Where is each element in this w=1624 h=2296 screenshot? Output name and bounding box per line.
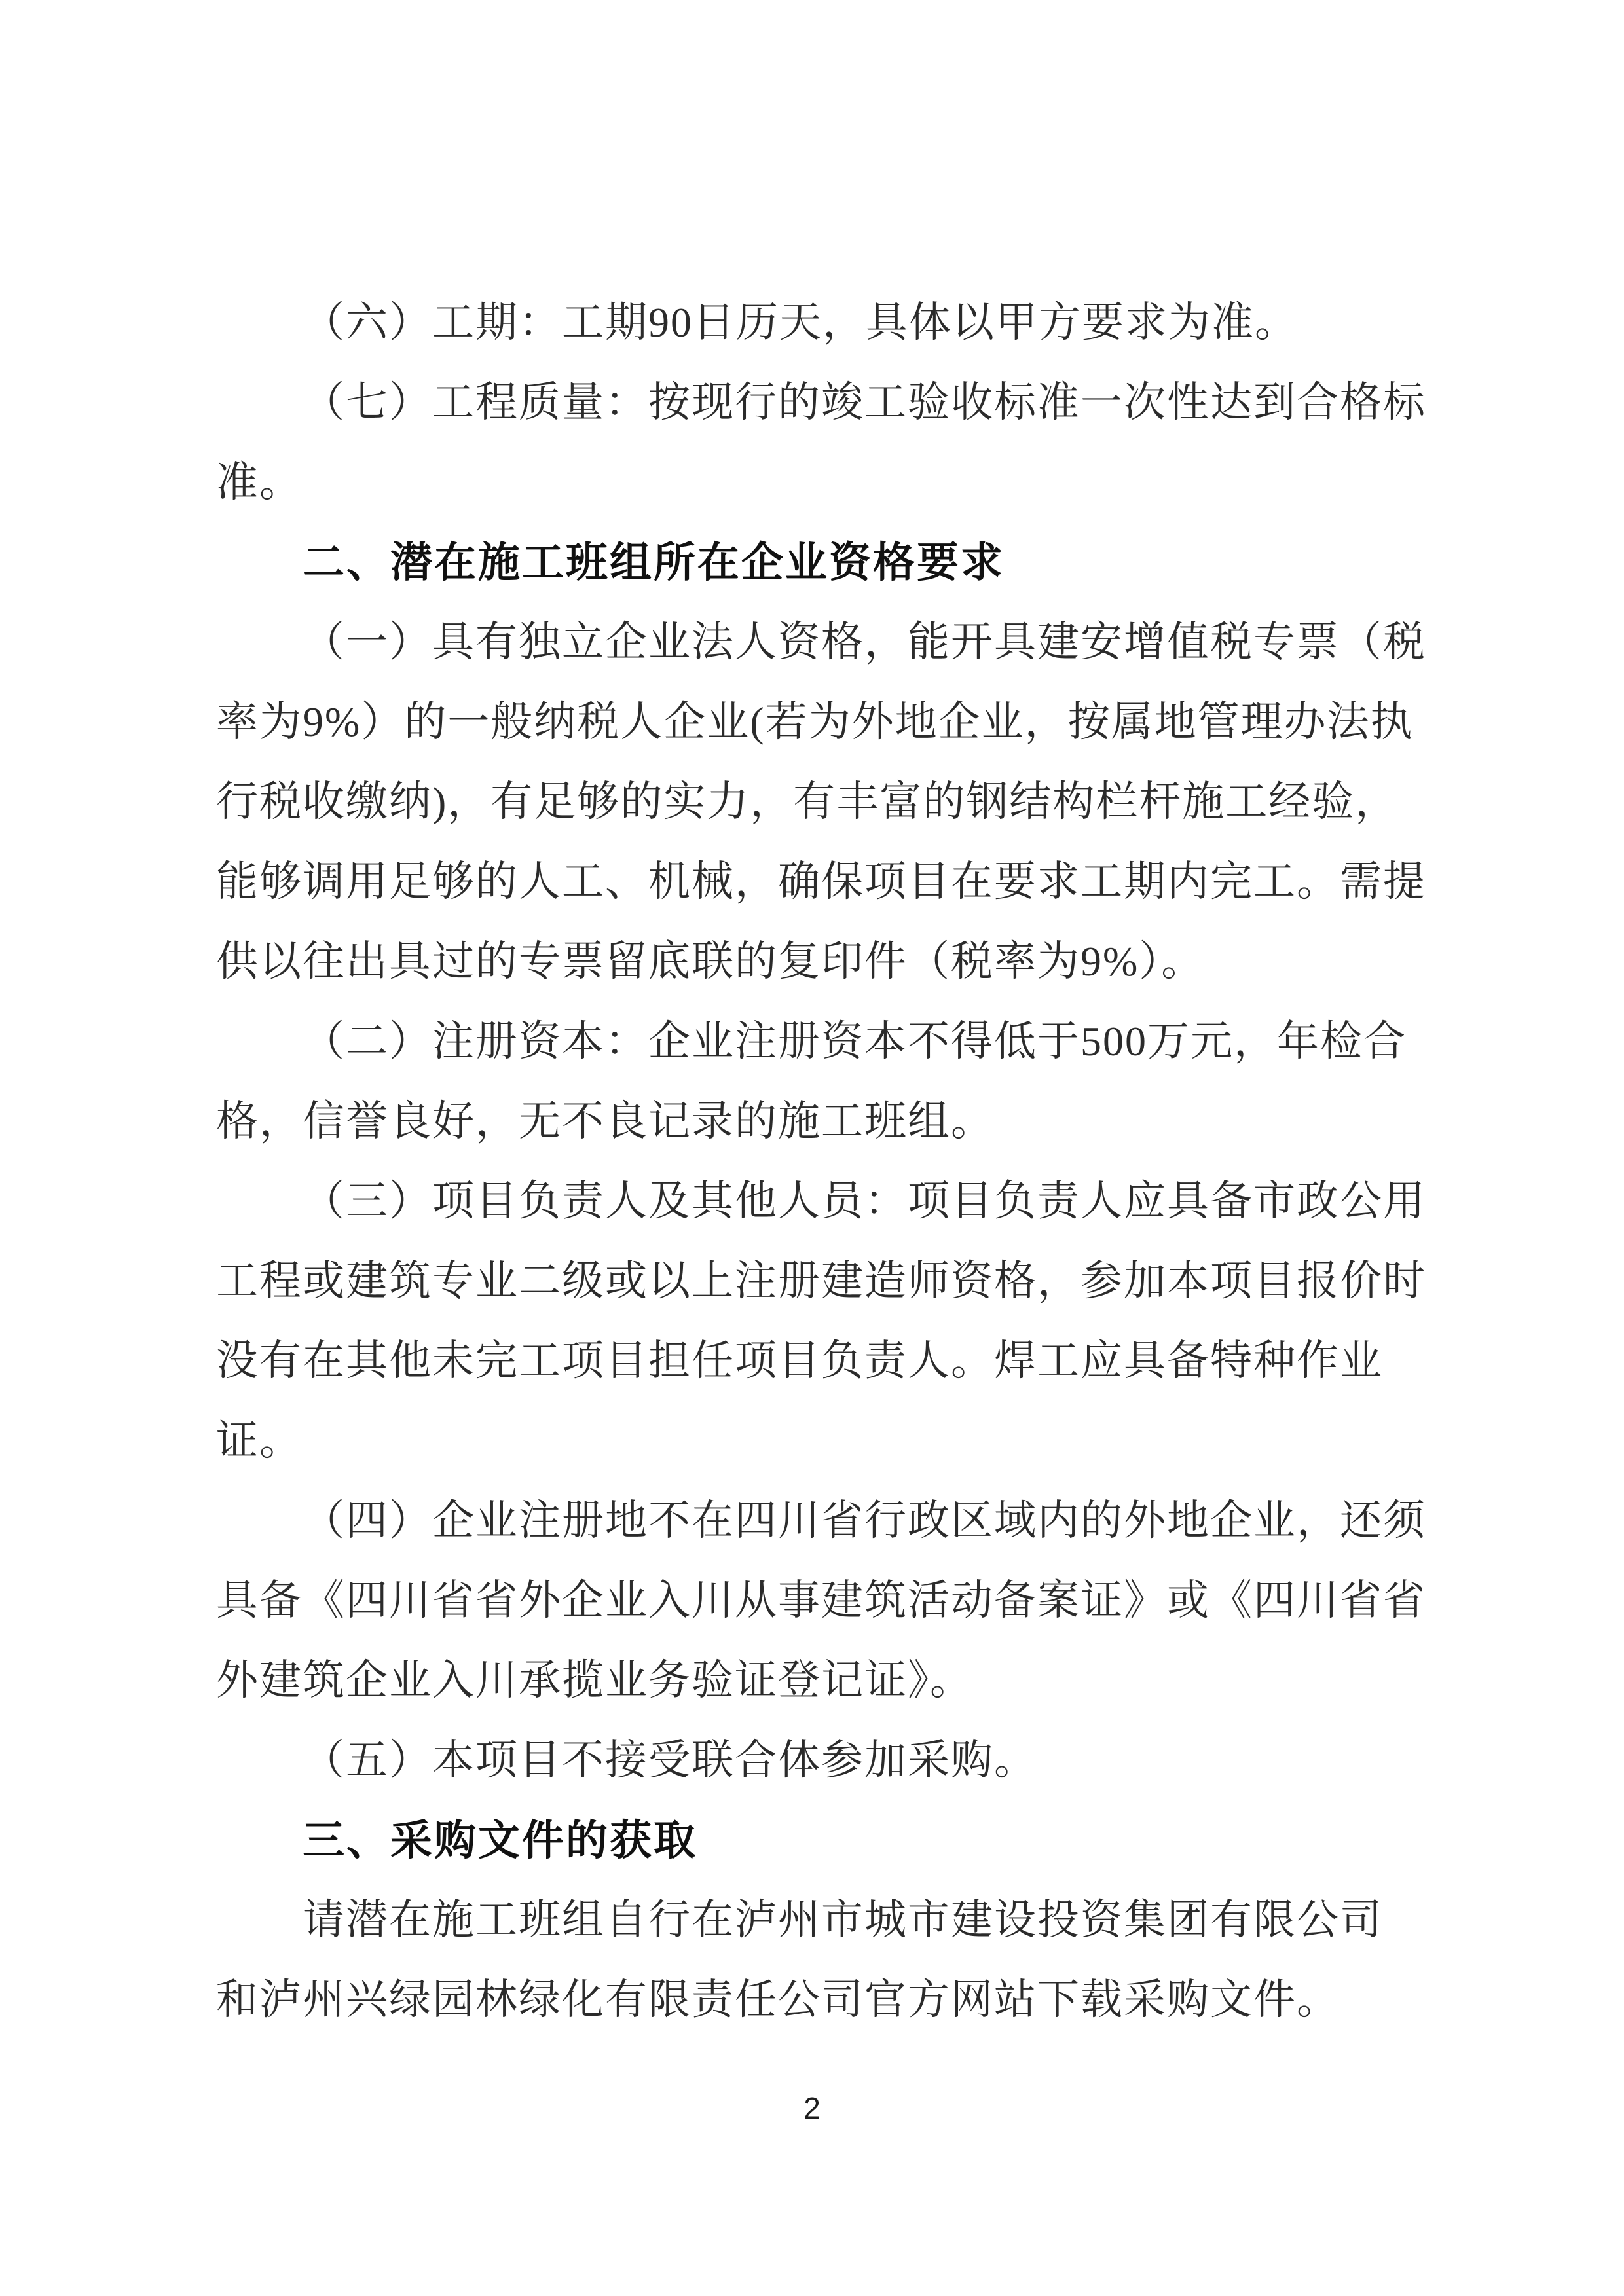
text-line: 和泸州兴绿园林绿化有限责任公司官方网站下载采购文件。 (216, 1977, 1340, 2023)
text-line: （三）项目负责人及其他人员：项目负责人应具备市政公用 (303, 1178, 1426, 1224)
text-line: 具备《四川省省外企业入川从事建筑活动备案证》或《四川省省 (216, 1577, 1426, 1624)
text-line: 证。 (216, 1417, 303, 1464)
text-line: 行税收缴纳)，有足够的实力，有丰富的钢结构栏杆施工经验， (216, 778, 1399, 825)
text-line: 请潜在施工班组自行在泸州市城市建设投资集团有限公司 (303, 1897, 1383, 1943)
document-body (216, 283, 1426, 2040)
text-line: （二）注册资本：企业注册资本不得低于500万元，年检合 (303, 1018, 1407, 1065)
text-line: （一）具有独立企业法人资格，能开具建安增值税专票（税 (303, 619, 1426, 665)
section-heading: 二、潜在施工班组所在企业资格要求 (303, 539, 1005, 586)
section-heading: 三、采购文件的获取 (303, 1817, 697, 1864)
text-line: 格，信誉良好，无不良记录的施工班组。 (216, 1098, 994, 1144)
text-line: 准。 (216, 459, 303, 505)
text-line: （四）企业注册地不在四川省行政区域内的外地企业，还须 (303, 1497, 1426, 1544)
text-line: （六）工期：工期90日历天，具体以甲方要求为准。 (303, 299, 1298, 346)
page-number: 2 (803, 2091, 821, 2125)
text-line: 供以往出具过的专票留底联的复印件（税率为9%）。 (216, 938, 1205, 985)
text-line: 外建筑企业入川承揽业务验证登记证》。 (216, 1657, 973, 1704)
text-line: （七）工程质量：按现行的竣工验收标准一次性达到合格标 (303, 379, 1426, 426)
text-line: 没有在其他未完工项目担任项目负责人。焊工应具备特种作业 (216, 1338, 1383, 1384)
text-line: 率为9%）的一般纳税人企业(若为外地企业，按属地管理办法执 (216, 699, 1414, 745)
text-line: 工程或建筑专业二级或以上注册建造师资格，参加本项目报价时 (216, 1258, 1426, 1304)
text-line: （五）本项目不接受联合体参加采购。 (303, 1737, 1037, 1783)
text-line: 能够调用足够的人工、机械，确保项目在要求工期内完工。需提 (216, 858, 1426, 905)
